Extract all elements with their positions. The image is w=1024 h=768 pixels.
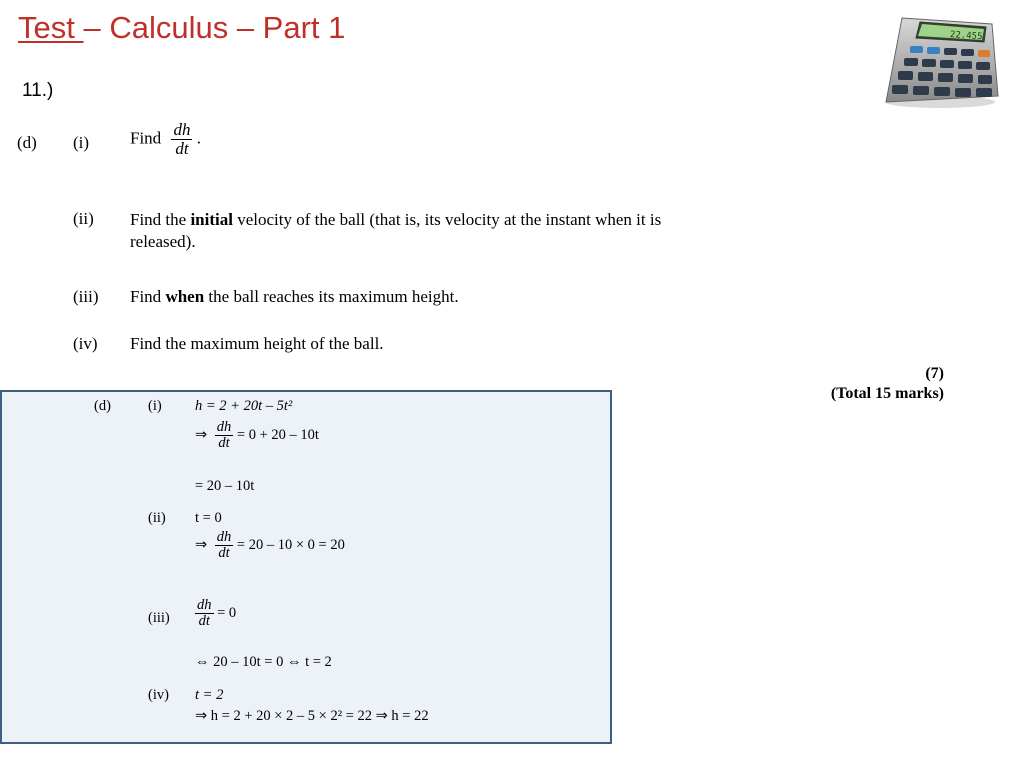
- fraction-denominator: dt: [218, 435, 230, 452]
- question-iii-text: [130, 287, 459, 307]
- answer-i-line2: [195, 420, 319, 451]
- question-ii-pre: Find the: [130, 210, 191, 229]
- answer-iii-fraction: [195, 598, 214, 629]
- question-number: 11.): [22, 80, 54, 101]
- fraction-numerator: dh: [216, 529, 232, 545]
- answer-iii-line1: [195, 598, 236, 629]
- question-part-label: (d): [17, 133, 37, 152]
- question-ii-post: velocity of the ball (that is, its velocity at the instant when it is: [232, 210, 662, 229]
- question-iii-bold: when: [165, 287, 205, 306]
- answer-ii-line2-rest: = 20 – 10 × 0 = 20: [236, 537, 345, 554]
- calculator-icon: [880, 10, 1000, 110]
- answer-iv-line1: t = 2: [195, 687, 224, 703]
- answer-ii-line2: [195, 530, 345, 561]
- question-ii-label: (ii): [73, 209, 94, 228]
- fraction-denominator: dt: [218, 545, 230, 562]
- title-underlined: Test: [18, 10, 84, 45]
- question-i-fraction: [171, 121, 192, 158]
- answer-ii-label: (ii): [148, 510, 166, 526]
- total-marks: (Total 15 marks): [830, 385, 944, 402]
- question-ii-line2: released).: [130, 232, 196, 251]
- answer-iv-label: (iv): [148, 687, 169, 703]
- question-iv-text: Find the maximum height of the ball.: [130, 334, 384, 353]
- answer-ii-fraction: [215, 530, 234, 561]
- fraction-denominator: dt: [198, 613, 210, 630]
- question-iii-label: (iii): [73, 287, 99, 306]
- question-i-label: (i): [73, 133, 90, 152]
- answer-iii-label: (iii): [148, 610, 170, 626]
- fraction-numerator: dh: [197, 597, 212, 613]
- calculator-display: 22.455: [949, 30, 983, 43]
- answer-i-fraction: [215, 420, 234, 451]
- slide-title: [18, 10, 345, 46]
- answer-i-line1: h = 2 + 20t – 5t²: [195, 398, 293, 414]
- answer-box: [0, 390, 612, 744]
- title-rest: – Calculus – Part 1: [83, 10, 346, 45]
- question-i-text: [130, 121, 201, 158]
- answer-i-line2-rest: = 0 + 20 – 10t: [236, 427, 319, 444]
- fraction-numerator: dh: [173, 120, 191, 139]
- question-i-trail: .: [196, 128, 201, 148]
- question-ii-bold: initial: [190, 210, 233, 229]
- fraction-denominator: dt: [175, 138, 189, 158]
- answer-iii-line2: ⇔ 20 – 10t = 0 ⇔ t = 2: [195, 654, 332, 670]
- implies-arrow: ⇒: [195, 427, 208, 444]
- implies-arrow: ⇒: [195, 537, 208, 554]
- answer-i-line3: = 20 – 10t: [195, 478, 255, 494]
- answer-part-label: (d): [94, 398, 111, 414]
- fraction-numerator: dh: [216, 419, 232, 435]
- answer-iv-line2: ⇒ h = 2 + 20 × 2 – 5 × 2² = 22 ⇒ h = 22: [195, 708, 429, 724]
- part-marks: (7): [925, 365, 944, 382]
- question-ii-text: [130, 209, 661, 253]
- marks: [831, 364, 944, 404]
- answer-i-label: (i): [148, 398, 162, 414]
- question-iv-label: (iv): [73, 334, 98, 353]
- question-iii-post: the ball reaches its maximum height.: [204, 287, 459, 306]
- question-iii-pre: Find: [130, 287, 166, 306]
- answer-ii-line1: t = 0: [195, 510, 222, 526]
- question-i-find: Find: [130, 128, 162, 148]
- answer-iii-line1-rest: = 0: [217, 605, 237, 622]
